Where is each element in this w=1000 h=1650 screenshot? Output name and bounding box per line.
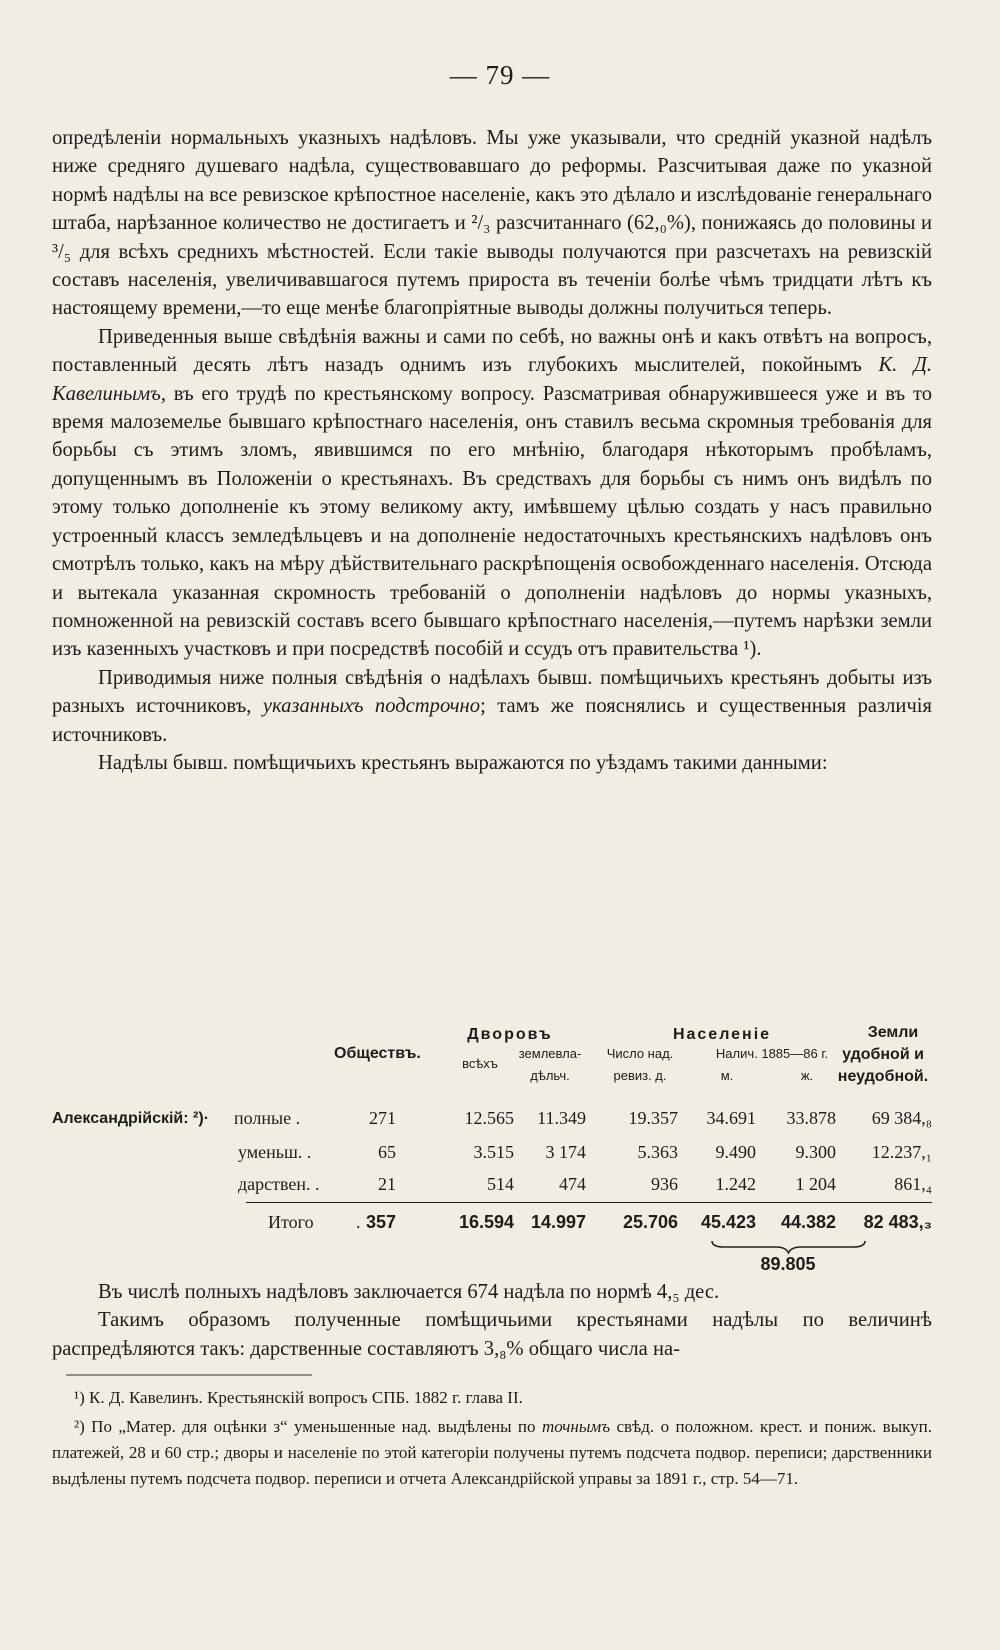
total-cell: 44.382: [780, 1212, 836, 1232]
row-label-reduced: уменьш. .: [238, 1142, 312, 1162]
footnote-rule: [66, 1374, 312, 1377]
table-cell: 514: [487, 1174, 514, 1194]
district-label: Александрійскій: ²)·: [52, 1110, 210, 1127]
table-cell: 21: [378, 1174, 396, 1194]
col-header-female: ж.: [800, 1068, 814, 1083]
table-cell: 861,₄: [894, 1174, 932, 1194]
table-cell: 5.363: [637, 1142, 678, 1162]
page-number: — 79 —: [449, 60, 551, 90]
population-grand-total: 89.805: [760, 1254, 816, 1274]
curly-brace: [710, 1240, 867, 1254]
paragraph-3: Приводимыя ниже полныя свѣдѣнія о надѣлахъ бывш. помѣщичьихъ крестьянъ добыты изъ разныхъ источниковъ, указанныхъ подстрочно; тамъ же пояснялись и существенныя различія источниковъ.: [52, 666, 933, 746]
allotment-table: [52, 1018, 932, 1274]
col-header-households-all: всѣхъ: [462, 1056, 498, 1071]
col-header-land-2: удобной и: [842, 1046, 924, 1063]
col-header-households-farming-2: дѣльч.: [530, 1068, 570, 1083]
paragraph-6: Такимъ образомъ полученные помѣщичьими крестьянами надѣлы по величинѣ распредѣляются такъ: дарственные составляютъ 3,₈% общаго числа на-: [52, 1309, 932, 1360]
col-header-allot-number: Число над.: [606, 1046, 674, 1061]
table-cell: 12.237,₁: [871, 1142, 932, 1162]
total-cell: 16.594: [458, 1212, 514, 1232]
table-cell: 11.349: [537, 1108, 586, 1128]
body-text: [52, 124, 932, 777]
col-header-households-farming-1: землевла-: [518, 1046, 582, 1061]
paragraph-4: Надѣлы бывш. помѣщичьихъ крестьянъ выражаются по уѣздамъ такими данными:: [98, 751, 828, 774]
table-cell: 474: [559, 1174, 586, 1194]
table-cell: 69 384,₈: [871, 1108, 932, 1128]
row-label-total: Итого: [268, 1212, 314, 1232]
total-cell: 82 483,₃: [863, 1212, 932, 1232]
paragraph-1: опредѣленіи нормальныхъ указныхъ надѣловъ. Мы уже указывали, что средній указной надѣлъ ниже средняго душеваго надѣла, существовавшаго до реформы. Разсчитывая даже по указной нормѣ надѣлы на все ревизское крѣпостное населеніе, какъ это дѣлало и изслѣдованіе генеральнаго штаба, нарѣзанное количество не достигаетъ и ²/₃ разсчитаннаго (62,₀%), понижаясь до половины и ³/₅ для всѣхъ среднихъ мѣстностей. Если такіе выводы получаются при разсчетахъ на ревизскій составъ населенія, увеличивавшагося путемъ прироста въ теченіи болѣе чѣмъ тридцати лѣтъ къ настоящему времени,—то еще менѣе благопріятные выводы должны получиться теперь.: [52, 127, 932, 320]
paragraph-5: Въ числѣ полныхъ надѣловъ заключается 674 надѣла по нормѣ 4,₅ дес.: [98, 1281, 720, 1303]
table-cell: 271: [369, 1108, 396, 1128]
col-header-land-1: Земли: [867, 1024, 919, 1041]
table-cell: 936: [651, 1174, 678, 1194]
row-label-full: полные .: [234, 1108, 301, 1128]
total-cell: 357: [365, 1212, 396, 1232]
col-header-land-3: неудобной.: [837, 1068, 929, 1085]
col-header-revision-souls: ревиз. д.: [613, 1068, 667, 1083]
col-header-societies: Обществъ.: [334, 1045, 421, 1062]
total-cell: 45.423: [700, 1212, 756, 1232]
total-dot: .: [356, 1212, 361, 1232]
total-cell: 25.706: [622, 1212, 678, 1232]
table-cell: 9.490: [715, 1142, 756, 1162]
table-cell: 19.357: [628, 1108, 678, 1128]
col-header-male: м.: [720, 1068, 734, 1083]
table-cell: 65: [378, 1142, 396, 1162]
table-cell: 33.878: [786, 1108, 836, 1128]
total-cell: 14.997: [530, 1212, 586, 1232]
table-cell: 3 174: [545, 1142, 586, 1162]
col-header-households: Дворовъ: [467, 1026, 553, 1043]
col-header-population: Населеніе: [672, 1026, 772, 1043]
footnote-2: ²) По „Матер. для оцѣнки з“ уменьшенные над. выдѣлены по точнымъ свѣд. о положном. крест. и пониж. выкуп. платежей, 28 и 60 стр.; дворы и населеніе по этой категоріи получены путемъ подсчета подвор. переписи; дарственники выдѣлены путемъ подсчета подвор. переписи и отчета Александрійской управы за 1891 г., стр. 54—71.: [52, 1417, 932, 1488]
table-cell: 9.300: [795, 1142, 836, 1162]
row-label-gift: дарствен. .: [238, 1174, 320, 1194]
table-cell: 3.515: [473, 1142, 514, 1162]
post-table-text: [52, 1278, 932, 1363]
table-cell: 1.242: [715, 1174, 756, 1194]
table-cell: 34.691: [706, 1108, 756, 1128]
paragraph-2: Приведенныя выше свѣдѣнія важны и сами по себѣ, но важны онѣ и какъ отвѣтъ на вопросъ, поставленный десять лѣтъ назадъ однимъ изъ глубокихъ мыслителей, покойнымъ К. Д. Кавелинымъ, въ его трудѣ по крестьянскому вопросу. Разсматривая обнаружившееся уже и въ то время малоземелье бывшаго крѣпостнаго населенія, онъ ставилъ весьма скромныя требованія для борьбы съ этимъ зломъ, явившимся по его мнѣнію, благодаря нѣкоторымъ пробѣламъ, допущеннымъ въ Положеніи о крестьянахъ. Въ средствахъ для борьбы съ нимъ онъ видѣлъ по этому только дополненіе къ этому великому акту, имѣвшему цѣлью создать у насъ правильно устроенный классъ земледѣльцевъ и на дополненіе недостаточныхъ крестьянскихъ надѣловъ онъ смотрѣлъ только, какъ на мѣру дѣйствительнаго раскрѣпощенія освобожденнаго населенія. Отсюда и вытекала указанная скромность требованій о дополненіи надѣловъ до нормы указныхъ, помноженной на ревизскій составъ всего бывшаго крѣпостнаго населенія,—путемъ нарѣзки земли изъ казенныхъ участковъ и при посредствѣ пособій и ссудъ отъ правительства ¹).: [52, 325, 932, 661]
table-cell: 1 204: [795, 1174, 836, 1194]
total-rule: [246, 1202, 932, 1203]
table-cell: 12.565: [464, 1108, 514, 1128]
col-header-present-year: Налич. 1885—86 г.: [715, 1046, 829, 1061]
footnote-1: ¹) К. Д. Кавелинъ. Крестьянскій вопросъ СПБ. 1882 г. глава II.: [74, 1388, 523, 1407]
